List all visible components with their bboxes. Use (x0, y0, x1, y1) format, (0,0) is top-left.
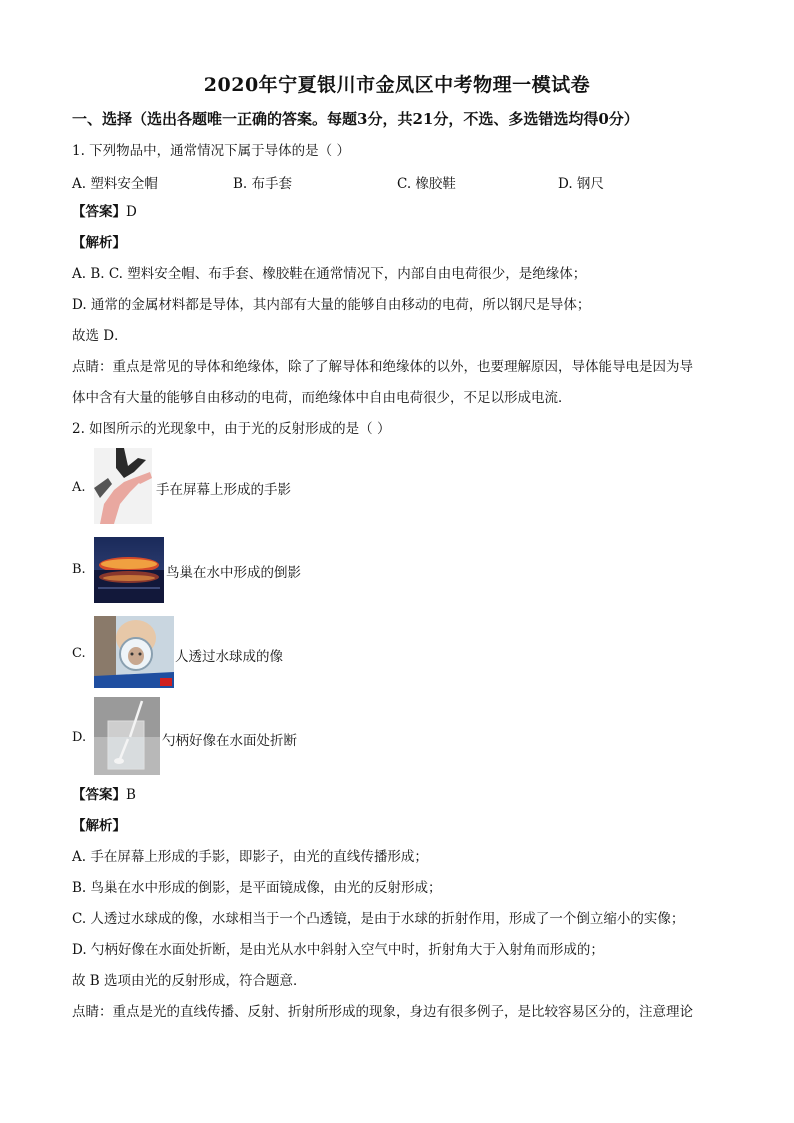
q2-option-d-letter: D. (72, 730, 87, 745)
q2-analysis-line: 故 B 选项由光的反射形成，符合题意． (72, 973, 307, 989)
q2-analysis-line: A. 手在屏幕上形成的手影，即影子，由光的直线传播形成； (72, 849, 428, 865)
answer-tag: 【答案】 (72, 204, 126, 220)
birds-nest-image (94, 537, 164, 603)
q1-option-b: B. 布手套 (233, 176, 293, 192)
q2-analysis-tag: 【解析】 (72, 818, 126, 834)
q1-analysis-line: D. 通常的金属材料都是导体，其内部有大量的能够自由移动的电荷，所以钢尺是导体； (72, 297, 591, 313)
spoon-in-water-image (94, 697, 160, 775)
water-ball-image (94, 616, 174, 688)
q1-analysis-line: 故选 D． (72, 328, 128, 344)
q2-analysis-line: C. 人透过水球成的像，水球相当于一个凸透镜，是由于水球的折射作用，形成了一个倒立缩小的实像； (72, 911, 685, 927)
q1-option-c: C. 橡胶鞋 (397, 176, 456, 192)
q2-option-d-caption: 勺柄好像在水面处折断 (162, 733, 297, 749)
q2-analysis-line: 点睛：重点是光的直线传播、反射、折射所形成的现象，身边有很多例子，是比较容易区分的，注意理论 (72, 1004, 693, 1020)
q2-option-c-letter: C. (72, 646, 86, 661)
q1-option-d: D. 钢尺 (558, 176, 604, 192)
page-title: 2020年宁夏银川市金凤区中考物理一模试卷 (203, 74, 591, 96)
q2-option-b-caption: 鸟巢在水中形成的倒影 (166, 565, 301, 581)
q1-stem: 1. 下列物品中，通常情况下属于导体的是（ ） (72, 143, 350, 159)
q1-analysis-line: 体中含有大量的能够自由移动的电荷，而绝缘体中自由电荷很少，不足以形成电流． (72, 390, 572, 406)
section-heading: 一、选择（选出各题唯一正确的答案。每题3分，共21分，不选、多选错选均得0分） (72, 110, 639, 128)
answer-value: D (126, 204, 137, 220)
hand-shadow-image (94, 448, 152, 524)
q2-option-a-caption: 手在屏幕上形成的手影 (156, 482, 291, 498)
q2-option-c-caption: 人透过水球成的像 (175, 649, 283, 665)
q2-answer (72, 786, 136, 804)
answer-value: B (126, 787, 136, 803)
q2-option-a-letter: A. (72, 480, 86, 495)
q1-answer (72, 203, 137, 221)
q2-analysis-line: B. 鸟巢在水中形成的倒影，是平面镜成像，由光的反射形成； (72, 880, 442, 896)
q1-option-a: A. 塑料安全帽 (72, 176, 158, 192)
q2-analysis-line: D. 勺柄好像在水面处折断，是由光从水中斜射入空气中时，折射角大于入射角而形成的； (72, 942, 604, 958)
q1-analysis-tag: 【解析】 (72, 235, 126, 251)
answer-tag: 【答案】 (72, 787, 126, 803)
q1-analysis-line: 点睛：重点是常见的导体和绝缘体，除了了解导体和绝缘体的以外，也要理解原因，导体能导电是因为导 (72, 359, 693, 375)
q2-option-b-letter: B. (72, 562, 86, 577)
q2-stem: 2. 如图所示的光现象中，由于光的反射形成的是（ ） (72, 421, 391, 437)
q1-analysis-line: A. B. C. 塑料安全帽、布手套、橡胶鞋在通常情况下，内部自由电荷很少，是绝缘体； (72, 266, 587, 282)
